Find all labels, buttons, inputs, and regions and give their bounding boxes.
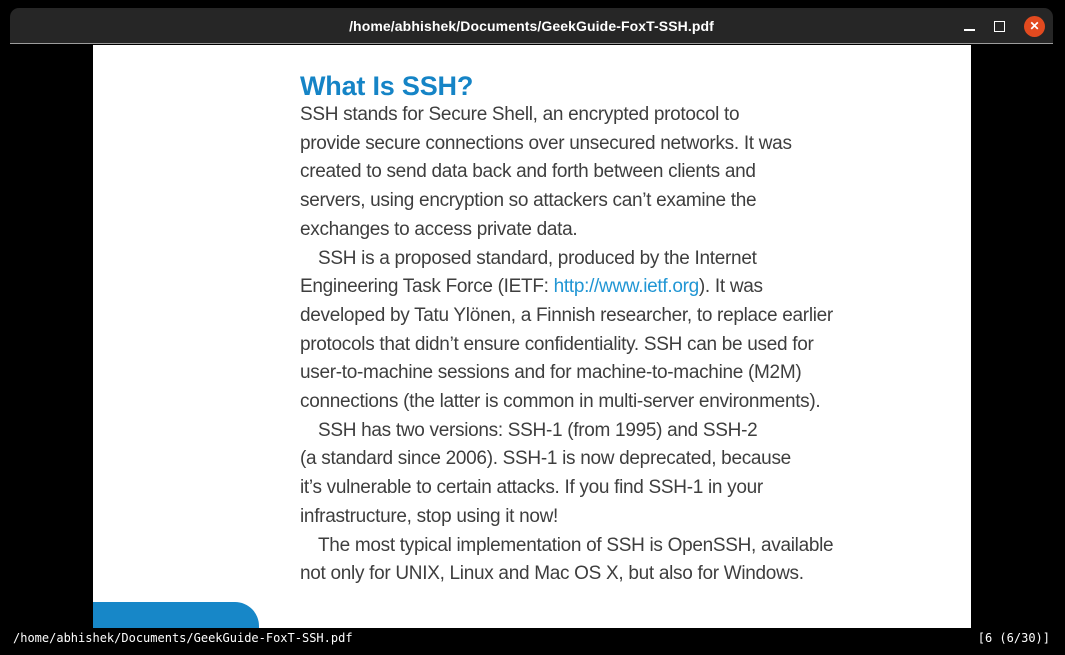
text-segment: infrastructure, stop using it now!	[300, 505, 559, 527]
text-segment: it’s vulnerable to certain attacks. If you find SSH-1 in your	[300, 477, 763, 499]
text-segment: protocols that didn’t ensure confidentiality. SSH can be used for	[300, 333, 814, 355]
pdf-text-line	[300, 101, 885, 130]
text-segment: SSH is a proposed standard, produced by the Internet	[318, 247, 757, 269]
text-segment: developed by Tatu Ylönen, a Finnish researcher, to replace earlier	[300, 304, 833, 326]
pdf-text-line	[300, 331, 885, 360]
pdf-text-line	[300, 532, 885, 561]
statusbar-filepath: /home/abhishek/Documents/GeekGuide-FoxT-SSH.pdf	[13, 630, 353, 645]
viewer-content-area[interactable]	[10, 45, 1053, 628]
window-controls	[964, 8, 1045, 44]
statusbar-page-indicator: [6 (6/30)]	[977, 630, 1050, 645]
ietf-link[interactable]: http://www.ietf.org	[553, 276, 699, 298]
pdf-text-block	[300, 71, 885, 589]
text-segment: Engineering Task Force (IETF:	[300, 276, 554, 298]
pdf-body-text	[300, 101, 885, 589]
text-segment: ). It was	[698, 276, 763, 298]
maximize-icon[interactable]	[994, 21, 1005, 32]
pdf-page	[93, 45, 971, 628]
statusbar	[10, 628, 1053, 647]
pdf-text-line	[300, 560, 885, 589]
pdf-text-line	[300, 216, 885, 245]
pdf-text-line	[300, 158, 885, 187]
pdf-text-line	[300, 273, 885, 302]
pdf-text-line	[300, 359, 885, 388]
text-segment: The most typical implementation of SSH is OpenSSH, available	[318, 534, 834, 556]
text-segment: servers, using encryption so attackers can’t examine the	[300, 190, 757, 212]
pdf-text-line	[300, 245, 885, 274]
text-segment: exchanges to access private data.	[300, 218, 578, 240]
text-segment: created to send data back and forth between clients and	[300, 161, 756, 183]
text-segment: provide secure connections over unsecured networks. It was	[300, 132, 792, 154]
pdf-text-line	[300, 130, 885, 159]
pdf-text-line	[300, 187, 885, 216]
window-title: /home/abhishek/Documents/GeekGuide-FoxT-SSH.pdf	[349, 17, 714, 34]
text-segment: connections (the latter is common in multi-server environments).	[300, 391, 821, 413]
minimize-icon[interactable]	[964, 29, 975, 31]
pdf-text-line	[300, 388, 885, 417]
text-segment: SSH has two versions: SSH-1 (from 1995) and SSH-2	[318, 419, 758, 441]
blue-callout-box-top	[93, 602, 259, 628]
text-segment: user-to-machine sessions and for machine-to-machine (M2M)	[300, 362, 802, 384]
pdf-text-line	[300, 503, 885, 532]
pdf-text-line	[300, 445, 885, 474]
pdf-viewer-window	[10, 8, 1053, 647]
text-segment: SSH stands for Secure Shell, an encrypted protocol to	[300, 104, 740, 125]
pdf-text-line	[300, 417, 885, 446]
text-segment: not only for UNIX, Linux and Mac OS X, but also for Windows.	[300, 563, 804, 585]
text-segment: (a standard since 2006). SSH-1 is now deprecated, because	[300, 448, 791, 470]
close-icon[interactable]: ✕	[1024, 16, 1045, 37]
pdf-text-line	[300, 474, 885, 503]
pdf-text-line	[300, 302, 885, 331]
titlebar[interactable]	[10, 8, 1053, 44]
page-title: What Is SSH?	[300, 71, 474, 101]
